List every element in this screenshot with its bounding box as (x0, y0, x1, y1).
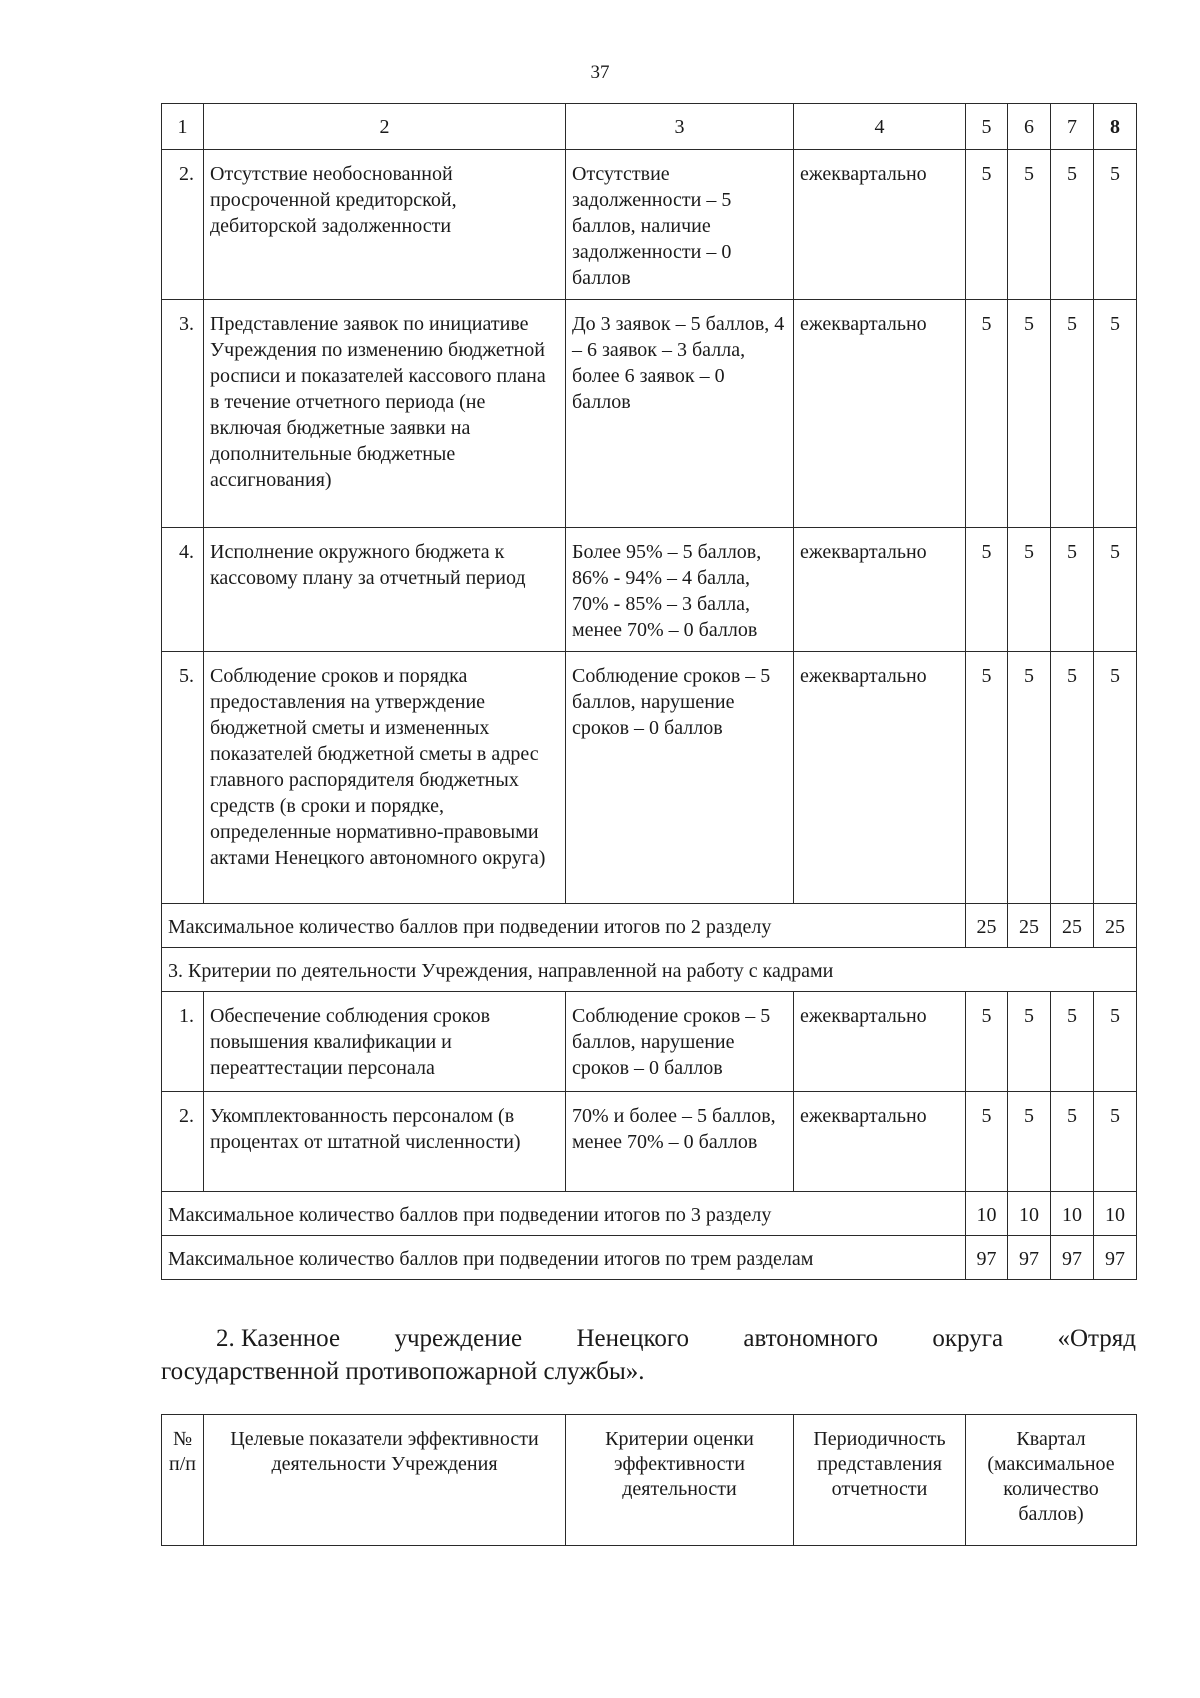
paragraph-line-2: государственной противопожарной службы». (161, 1358, 645, 1385)
column-number: 8 (1094, 104, 1137, 150)
period-cell: ежеквартально (794, 300, 966, 528)
indicator-cell: Исполнение окружного бюджета к кассовому плану за отчетный период (204, 528, 566, 652)
score-q1: 5 (966, 528, 1008, 652)
indicator-cell: Обеспечение соблюдения сроков повышения квалификации и переаттестации персонала (204, 992, 566, 1092)
score-q3: 5 (1051, 528, 1094, 652)
criteria-cell: Соблюдение сроков – 5 баллов, нарушение сроков – 0 баллов (566, 652, 794, 904)
paragraph-word: округа (932, 1325, 1004, 1352)
header-num: № п/п (162, 1415, 204, 1546)
table-row (162, 300, 1137, 528)
score-q1: 5 (966, 300, 1008, 528)
row-number: 4. (162, 528, 204, 652)
summary-score-q3: 97 (1051, 1236, 1094, 1280)
section-3-title: 3. Критерии по деятельности Учреждения, направленной на работу с кадрами (162, 948, 1137, 992)
indicator-cell: Отсутствие необоснованной просроченной кредиторской, дебиторской задолженности (204, 150, 566, 300)
page-number: 37 (590, 62, 610, 83)
summary-label: Максимальное количество баллов при подведении итогов по трем разделам (162, 1236, 966, 1280)
score-q2: 5 (1008, 528, 1051, 652)
criteria-cell: 70% и более – 5 баллов, менее 70% – 0 баллов (566, 1092, 794, 1192)
indicator-cell: Представление заявок по инициативе Учреждения по изменению бюджетной росписи и показателей кассового плана в течение отчетного периода (не включая бюджетные заявки на дополнительные бюджетные ассигнования) (204, 300, 566, 528)
institution-paragraph (161, 1322, 1136, 1388)
score-q2: 5 (1008, 652, 1051, 904)
score-q3: 5 (1051, 652, 1094, 904)
second-table-header (161, 1414, 1137, 1546)
table-row (162, 992, 1137, 1092)
indicator-cell: Соблюдение сроков и порядка предоставления на утверждение бюджетной сметы и измененных показателей бюджетной сметы в адрес главного распорядителя бюджетных средств (в сроки и порядке, определенные нормативно-правовыми актами Ненецкого автономного округа) (204, 652, 566, 904)
row-number: 2. (162, 150, 204, 300)
criteria-cell: Соблюдение сроков – 5 баллов, нарушение сроков – 0 баллов (566, 992, 794, 1092)
table-row (162, 1092, 1137, 1192)
header-row (162, 1415, 1137, 1546)
summary-score-q1: 97 (966, 1236, 1008, 1280)
score-q4: 5 (1094, 992, 1137, 1092)
column-number: 3 (566, 104, 794, 150)
score-q1: 5 (966, 992, 1008, 1092)
row-number: 3. (162, 300, 204, 528)
criteria-cell: Более 95% – 5 баллов, 86% - 94% – 4 балла, 70% - 85% – 3 балла, менее 70% – 0 баллов (566, 528, 794, 652)
score-q3: 5 (1051, 150, 1094, 300)
period-cell: ежеквартально (794, 652, 966, 904)
summary-label: Максимальное количество баллов при подведении итогов по 2 разделу (162, 904, 966, 948)
summary-score-q2: 25 (1008, 904, 1051, 948)
paragraph-word: учреждение (394, 1325, 523, 1352)
summary-row-section-2 (162, 904, 1137, 948)
score-q4: 5 (1094, 300, 1137, 528)
criteria-cell: Отсутствие задолженности – 5 баллов, наличие задолженности – 0 баллов (566, 150, 794, 300)
column-number-row (162, 104, 1137, 150)
paragraph-word: 2. Казенное (216, 1325, 341, 1352)
score-q4: 5 (1094, 528, 1137, 652)
score-q3: 5 (1051, 300, 1094, 528)
table-row (162, 528, 1137, 652)
paragraph-line-1 (161, 1322, 1136, 1355)
summary-row-section-3 (162, 1192, 1137, 1236)
score-q1: 5 (966, 652, 1008, 904)
score-q2: 5 (1008, 150, 1051, 300)
period-cell: ежеквартально (794, 150, 966, 300)
paragraph-word: автономного (743, 1325, 878, 1352)
score-q4: 5 (1094, 1092, 1137, 1192)
period-cell: ежеквартально (794, 1092, 966, 1192)
column-number: 4 (794, 104, 966, 150)
header-criteria: Критерии оценки эффективности деятельности (566, 1415, 794, 1546)
summary-row-total (162, 1236, 1137, 1280)
summary-score-q3: 25 (1051, 904, 1094, 948)
column-number: 5 (966, 104, 1008, 150)
score-q3: 5 (1051, 1092, 1094, 1192)
summary-score-q1: 10 (966, 1192, 1008, 1236)
summary-score-q4: 97 (1094, 1236, 1137, 1280)
summary-score-q2: 10 (1008, 1192, 1051, 1236)
row-number: 1. (162, 992, 204, 1092)
score-q1: 5 (966, 1092, 1008, 1192)
column-number: 6 (1008, 104, 1051, 150)
summary-score-q2: 97 (1008, 1236, 1051, 1280)
summary-score-q1: 25 (966, 904, 1008, 948)
paragraph-word: Ненецкого (576, 1325, 689, 1352)
criteria-table (161, 103, 1137, 1280)
section-heading-row (162, 948, 1137, 992)
summary-score-q3: 10 (1051, 1192, 1094, 1236)
column-number: 1 (162, 104, 204, 150)
score-q2: 5 (1008, 1092, 1051, 1192)
criteria-cell: До 3 заявок – 5 баллов, 4 – 6 заявок – 3 балла, более 6 заявок – 0 баллов (566, 300, 794, 528)
period-cell: ежеквартально (794, 528, 966, 652)
summary-score-q4: 25 (1094, 904, 1137, 948)
summary-label: Максимальное количество баллов при подведении итогов по 3 разделу (162, 1192, 966, 1236)
column-number: 2 (204, 104, 566, 150)
score-q2: 5 (1008, 300, 1051, 528)
header-period: Периодичность представления отчетности (794, 1415, 966, 1546)
score-q2: 5 (1008, 992, 1051, 1092)
summary-score-q4: 10 (1094, 1192, 1137, 1236)
score-q3: 5 (1051, 992, 1094, 1092)
score-q4: 5 (1094, 652, 1137, 904)
row-number: 5. (162, 652, 204, 904)
header-indicator: Целевые показатели эффективности деятельности Учреждения (204, 1415, 566, 1546)
period-cell: ежеквартально (794, 992, 966, 1092)
table-row (162, 652, 1137, 904)
column-number: 7 (1051, 104, 1094, 150)
score-q4: 5 (1094, 150, 1137, 300)
table-row (162, 150, 1137, 300)
header-quarter: Квартал (максимальное количество баллов) (966, 1415, 1137, 1546)
paragraph-word: «Отряд (1057, 1325, 1136, 1352)
row-number: 2. (162, 1092, 204, 1192)
indicator-cell: Укомплектованность персоналом (в процентах от штатной численности) (204, 1092, 566, 1192)
score-q1: 5 (966, 150, 1008, 300)
